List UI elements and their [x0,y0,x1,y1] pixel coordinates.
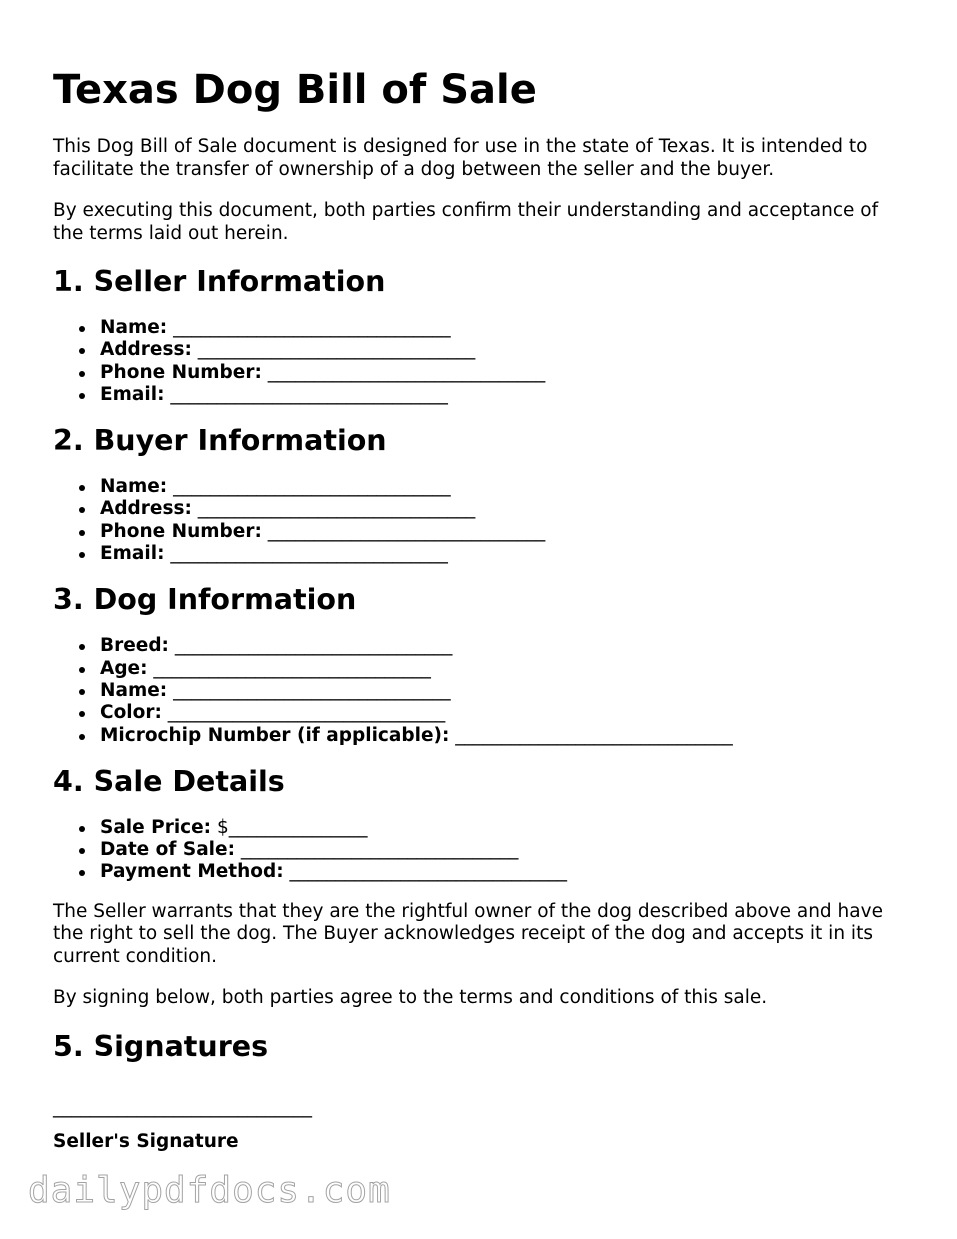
dog-color-field[interactable] [100,702,913,724]
dog-field-list [53,635,913,746]
field-label: Microchip Number (if applicable): [100,724,450,746]
seller-email-field[interactable] [100,384,913,406]
field-blank: ______________________________ [167,317,451,338]
field-blank: ______________________________ [261,361,546,383]
field-blank: ______________________________ [449,724,733,746]
section-heading-buyer: 2. Buyer Information [53,424,387,458]
field-label: Color: [100,702,162,724]
buyer-address-field[interactable] [100,498,913,520]
field-label: Payment Method: [100,861,284,883]
dog-name-field[interactable] [100,680,913,702]
field-label: Age: [100,657,148,679]
field-label: Phone Number: [100,520,262,542]
page-title: Texas Dog Bill of Sale [53,67,537,113]
seller-name-field[interactable] [100,317,913,339]
field-blank: ______________________________ [161,702,446,724]
field-label: Name: [100,679,168,701]
field-blank: ______________________________ [167,679,451,701]
field-blank: $_______________ [211,816,368,838]
agreement-paragraph: By signing below, both parties agree to the terms and conditions of this sale. [53,987,768,1009]
dog-age-field[interactable] [100,658,913,680]
intro-paragraph: This Dog Bill of Sale document is designed for use in the state of Texas. It is intended to facilitate the transfer of ownership of a dog between the seller and the buyer. [53,136,868,180]
field-blank: ______________________________ [164,543,448,565]
document-page [53,62,913,1153]
field-blank: ______________________________ [168,635,453,657]
field-blank: ______________________________ [261,520,546,542]
seller-signature-label: Seller's Signature [53,1130,239,1152]
field-blank: ______________________________ [191,498,476,520]
field-blank: ______________________________ [167,476,451,498]
field-blank: ______________________________ [234,839,519,861]
seller-signature-line[interactable]: ____________________________ [53,1096,312,1118]
watermark: dailypdfdocs.com [28,1170,391,1211]
section-heading-sale: 4. Sale Details [53,764,285,798]
field-label: Name: [100,476,168,498]
field-label: Date of Sale: [100,839,235,861]
field-blank: ______________________________ [164,383,448,405]
field-blank: ______________________________ [283,861,568,883]
buyer-field-list [53,476,913,565]
field-label: Address: [100,339,192,361]
warranty-paragraph: The Seller warrants that they are the rightful owner of the dog described above and have the right to sell the dog. The Buyer acknowledges receipt of the dog and accepts it in its current condition. [53,900,883,967]
sale-price-field[interactable] [100,817,913,839]
sale-field-list [53,817,913,884]
payment-method-field[interactable] [100,861,913,883]
dog-microchip-field[interactable] [100,725,913,747]
field-label: Breed: [100,635,169,657]
field-label: Email: [100,543,165,565]
seller-field-list [53,317,913,406]
field-label: Email: [100,383,165,405]
intro-paragraph: By executing this document, both parties confirm their understanding and acceptance of the terms laid out herein. [53,200,879,244]
seller-address-field[interactable] [100,339,913,361]
dog-breed-field[interactable] [100,635,913,657]
section-heading-signatures: 5. Signatures [53,1029,269,1063]
field-label: Phone Number: [100,361,262,383]
buyer-email-field[interactable] [100,543,913,565]
section-heading-seller: 1. Seller Information [53,265,386,298]
field-blank: ______________________________ [147,657,431,679]
buyer-name-field[interactable] [100,476,913,498]
field-label: Name: [100,317,168,338]
field-label: Sale Price: [100,816,212,838]
section-heading-dog: 3. Dog Information [53,583,357,617]
field-label: Address: [100,498,192,520]
field-blank: ______________________________ [191,339,476,361]
sale-date-field[interactable] [100,839,913,861]
buyer-phone-field[interactable] [100,521,913,543]
seller-phone-field[interactable] [100,362,913,384]
